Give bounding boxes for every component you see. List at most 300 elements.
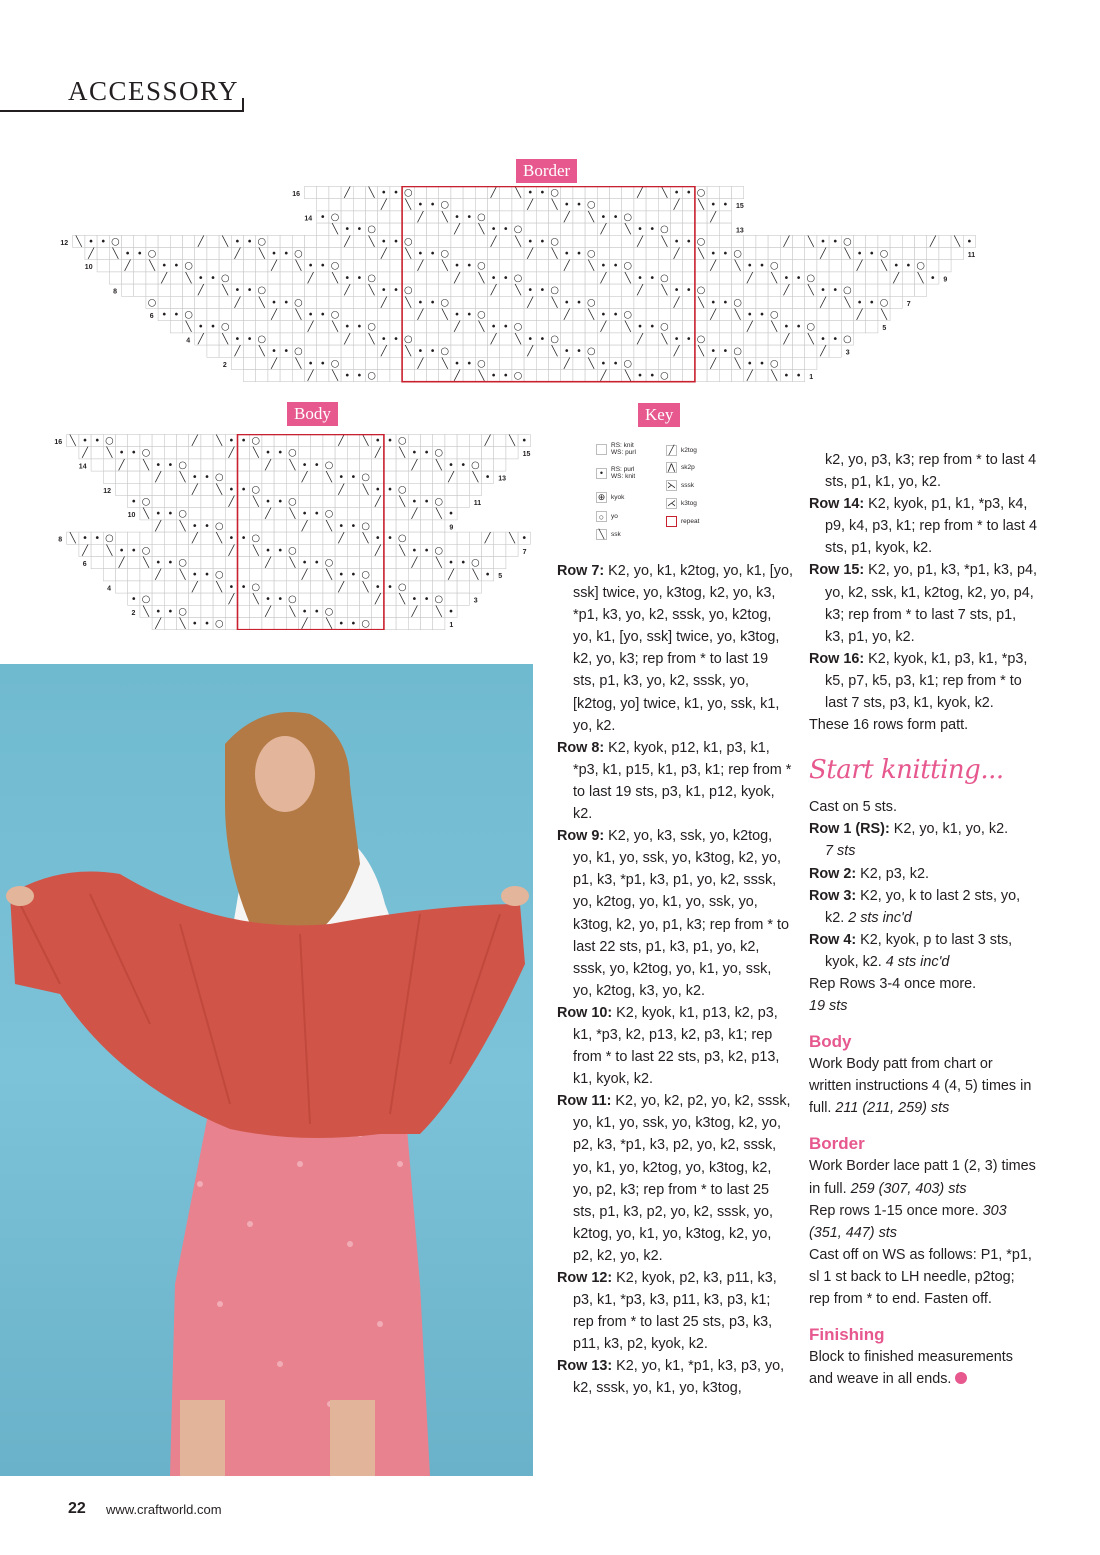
border-chart-cell [597, 333, 609, 345]
body-chart-stitch-symbol: ╲ [362, 435, 369, 447]
border-chart-cell [780, 248, 792, 260]
body-chart-cell [384, 557, 396, 569]
body-chart-cell [164, 496, 176, 508]
border-chart-cell [561, 333, 573, 345]
yarn-ball-icon [955, 1372, 967, 1384]
border-chart-stitch-symbol: ╲ [661, 333, 668, 345]
body-chart-cell [445, 447, 457, 459]
border-chart-cell [695, 223, 707, 235]
border-chart-cell [829, 260, 841, 272]
body-chart-stitch-symbol: ╱ [411, 508, 418, 520]
chart-key [596, 440, 746, 540]
border-chart-cell [902, 284, 914, 296]
border-chart-stitch-symbol: • [380, 187, 387, 199]
body-chart-cell [457, 569, 469, 581]
border-chart-cell [488, 296, 500, 308]
border-chart-stitch-symbol: ○ [733, 346, 742, 358]
border-chart-cell [353, 199, 365, 211]
border-chart-stitch-symbol: ╲ [295, 358, 302, 370]
body-chart-stitch-symbol: • [82, 435, 88, 447]
border-chart-cell [549, 260, 561, 272]
border-chart-stitch-symbol: ╱ [820, 248, 826, 260]
border-chart-stitch-symbol: ╱ [271, 309, 277, 321]
border-chart-cell [183, 296, 195, 308]
border-chart-stitch-symbol: • [271, 297, 277, 309]
border-chart-cell [402, 370, 414, 382]
body-chart-cell [457, 496, 469, 508]
body-chart-stitch-symbol: • [155, 557, 162, 569]
border-chart-cell [475, 333, 487, 345]
body-chart-cell [250, 520, 262, 532]
border-chart-stitch-symbol: • [356, 370, 363, 382]
border-chart-stitch-symbol: ╱ [344, 236, 351, 248]
border-chart-cell [427, 272, 439, 284]
body-chart-cell [274, 569, 286, 581]
border-chart-stitch-symbol: ○ [733, 297, 742, 309]
body-chart-cell [238, 557, 250, 569]
border-chart-stitch-symbol: ╱ [856, 260, 863, 272]
border-chart-stitch-symbol: ╱ [600, 224, 607, 236]
border-chart-cell [634, 260, 646, 272]
border-chart-cell [463, 187, 475, 199]
border-chart-stitch-symbol: • [527, 236, 534, 248]
border-chart-cell [854, 272, 866, 284]
body-chart-cell [91, 544, 103, 556]
border-chart-stitch-symbol: • [344, 224, 351, 236]
border-chart-stitch-symbol: • [563, 248, 570, 260]
body-chart-stitch-symbol: ╲ [179, 472, 186, 484]
border-chart-cell [683, 199, 695, 211]
border-chart-cell [341, 309, 353, 321]
body-chart-stitch-symbol: • [301, 606, 308, 618]
border-chart-cell [244, 370, 256, 382]
body-chart-stitch-symbol: • [387, 581, 393, 593]
body-chart-cell [421, 483, 433, 495]
border-chart-cell [902, 272, 914, 284]
body-chart-stitch-symbol: ╲ [399, 594, 406, 606]
border-chart-stitch-symbol: ╱ [783, 236, 790, 248]
border-chart-cell [671, 223, 683, 235]
border-chart-stitch-symbol: • [783, 370, 790, 382]
border-chart-cell [305, 333, 317, 345]
rows-form-patt: These 16 rows form patt. [809, 717, 969, 734]
body-chart-cell [360, 496, 372, 508]
border-chart-stitch-symbol: • [246, 285, 253, 297]
border-chart-cell [366, 345, 378, 357]
border-chart-stitch-symbol: ╲ [551, 297, 558, 309]
border-chart-cell [585, 321, 597, 333]
border-chart-stitch-symbol: ╲ [588, 358, 595, 370]
body-chart-cell [445, 483, 457, 495]
border-chart-stitch-symbol: ╲ [478, 224, 485, 236]
body-chart-stitch-symbol: ╲ [472, 569, 479, 581]
border-chart-stitch-symbol: • [490, 224, 497, 236]
yo-circle-icon: ○ [596, 511, 607, 522]
body-chart-cell [201, 532, 213, 544]
body-chart-stitch-symbol: ╲ [106, 447, 113, 459]
body-chart-cell [201, 496, 213, 508]
body-chart-cell [91, 447, 103, 459]
border-chart-cell [231, 321, 243, 333]
border-chart-stitch-symbol: ╲ [441, 211, 448, 223]
body-chart-cell [421, 459, 433, 471]
border-chart-stitch-symbol: • [234, 285, 241, 297]
border-chart-cell [719, 357, 731, 369]
border-chart-cell [292, 272, 304, 284]
body-chart-cell [360, 605, 372, 617]
border-chart-cell [109, 272, 121, 284]
border-chart-cell [768, 248, 780, 260]
body-chart-stitch-symbol: ╱ [118, 557, 125, 569]
body-chart-cell [189, 459, 201, 471]
body-chart-stitch-symbol: • [277, 545, 284, 557]
border-chart-row-number: 10 [84, 264, 93, 272]
body-chart-cell [164, 581, 176, 593]
border-chart-cell [414, 235, 426, 247]
border-chart-stitch-symbol: ○ [184, 309, 193, 321]
border-chart-stitch-symbol: • [417, 297, 424, 309]
body-chart-row-number: 8 [58, 536, 63, 544]
border-chart-stitch-symbol: ╱ [454, 370, 460, 382]
border-chart-stitch-symbol: • [576, 248, 582, 260]
border-chart-cell [488, 260, 500, 272]
border-chart-cell [671, 370, 683, 382]
row-label: Row 7: [557, 563, 605, 579]
row-label: Row 10: [557, 1004, 613, 1021]
border-chart-stitch-symbol: ╲ [295, 260, 302, 272]
body-chart-cell [372, 471, 384, 483]
border-chart-stitch-symbol: ╲ [661, 285, 668, 297]
border-chart-cell [585, 235, 597, 247]
border-chart-stitch-symbol: ╱ [710, 358, 717, 370]
body-chart-cell [177, 544, 189, 556]
border-chart-cell [683, 370, 695, 382]
body-chart-cell [494, 557, 506, 569]
body-chart-cell [250, 618, 262, 630]
border-chart-stitch-symbol: • [100, 236, 107, 248]
key-kyok [596, 492, 624, 503]
border-chart-cell [183, 284, 195, 296]
key-k3tog [666, 498, 697, 509]
body-chart-stitch-symbol: • [204, 569, 210, 581]
body-chart-cell [335, 605, 347, 617]
border-chart-cell [817, 260, 829, 272]
border-chart-stitch-symbol: ╲ [332, 370, 338, 382]
body-chart-stitch-symbol: ╲ [326, 520, 332, 532]
border-chart-cell [622, 296, 634, 308]
body-chart-stitch-symbol: • [277, 496, 284, 508]
border-chart-cell [414, 187, 426, 199]
border-chart-cell [780, 296, 792, 308]
border-chart-cell [707, 272, 719, 284]
border-chart-stitch-symbol: ╲ [332, 321, 338, 333]
border-chart-stitch-symbol: • [685, 236, 692, 248]
row-16 [809, 648, 1039, 714]
body-chart-cell [128, 532, 140, 544]
border-chart-cell [585, 187, 597, 199]
body-chart-cell [140, 532, 152, 544]
border-chart-cell [500, 248, 512, 260]
border-chart-cell [744, 296, 756, 308]
border-chart-cell [268, 370, 280, 382]
body-chart-cell [152, 593, 164, 605]
border-chart-cell [439, 284, 451, 296]
body-chart-cell [116, 581, 128, 593]
body-chart-cell [152, 435, 164, 447]
border-chart-cell [353, 333, 365, 345]
border-chart-cell [780, 309, 792, 321]
body-chart-cell [372, 520, 384, 532]
border-chart-cell [890, 235, 902, 247]
border-chart-row-number: 4 [186, 337, 191, 345]
body-chart-stitch-symbol: • [387, 484, 393, 496]
border-chart-stitch-symbol: ╲ [75, 236, 82, 248]
border-chart-cell [414, 223, 426, 235]
body-chart-cell [213, 508, 225, 520]
body-chart-row-number: 13 [498, 475, 506, 483]
border-chart-stitch-symbol: • [685, 333, 692, 345]
body-chart-cell [445, 532, 457, 544]
border-chart-cell [292, 333, 304, 345]
body-chart-stitch-symbol: • [313, 459, 320, 471]
body-chart-cell [164, 593, 176, 605]
body-chart-stitch-symbol: • [240, 533, 247, 545]
border-chart-stitch-symbol: • [429, 199, 436, 211]
rep-rows-15 [809, 1200, 1039, 1244]
border-chart-cell [244, 248, 256, 260]
border-chart-stitch-symbol: ○ [440, 346, 450, 358]
body-chart-stitch-symbol: • [228, 533, 235, 545]
body-chart-stitch-symbol: ╱ [228, 594, 235, 606]
border-chart-cell [207, 260, 219, 272]
body-chart-cell [311, 581, 323, 593]
border-chart-stitch-symbol: • [173, 309, 180, 321]
body-chart-cell [457, 435, 469, 447]
body-chart-cell [384, 569, 396, 581]
border-chart-stitch-symbol: • [271, 248, 277, 260]
body-chart-cell [177, 447, 189, 459]
border-chart-cell [170, 321, 182, 333]
body-chart-stitch-symbol: ╱ [448, 472, 454, 484]
border-chart-stitch-symbol: • [283, 346, 290, 358]
border-chart-stitch-symbol: ╲ [807, 236, 814, 248]
body-chart-stitch-symbol: • [460, 459, 467, 471]
body-chart-stitch-symbol: ╲ [289, 557, 296, 569]
body-text-sts: 211 (211, 259) sts [835, 1100, 950, 1117]
border-chart-row-number: 7 [906, 300, 911, 308]
border-chart-cell [427, 309, 439, 321]
body-chart-cell [445, 581, 457, 593]
border-chart-stitch-symbol: • [466, 309, 473, 321]
border-chart-cell [719, 187, 731, 199]
body-chart-stitch-symbol: ○ [361, 472, 370, 484]
border-chart-stitch-symbol: • [527, 285, 534, 297]
border-chart-stitch-symbol: ○ [403, 236, 413, 248]
border-chart-cell [219, 260, 231, 272]
body-chart-stitch-symbol: • [240, 435, 247, 447]
border-chart-cell [390, 260, 402, 272]
body-chart-cell [225, 459, 237, 471]
body-chart-stitch-symbol: • [277, 594, 284, 606]
border-chart-stitch-symbol: • [466, 211, 473, 223]
border-chart-cell [744, 333, 756, 345]
body-chart-stitch-symbol: • [350, 472, 357, 484]
border-chart-cell [463, 199, 475, 211]
border-chart-stitch-symbol: ○ [477, 358, 486, 370]
border-chart-label: Border [516, 159, 577, 183]
body-chart-cell [116, 569, 128, 581]
border-chart-cell [439, 321, 451, 333]
border-chart-cell [292, 370, 304, 382]
border-chart-cell [793, 284, 805, 296]
body-chart-stitch-symbol: • [484, 472, 491, 484]
border-chart-cell [573, 223, 585, 235]
border-chart-stitch-symbol: ╲ [112, 248, 119, 260]
border-chart-cell [378, 309, 390, 321]
border-chart-cell [561, 223, 573, 235]
body-chart-row-number: 4 [107, 585, 111, 593]
border-chart-stitch-symbol: • [173, 260, 180, 272]
body-chart-stitch-symbol: • [411, 496, 418, 508]
body-chart-stitch-symbol: ○ [178, 557, 187, 569]
body-chart-stitch-symbol: ╱ [191, 581, 198, 593]
body-chart-cell [384, 520, 396, 532]
border-chart-cell [451, 345, 463, 357]
body-chart-cell [274, 459, 286, 471]
border-chart-cell [317, 321, 329, 333]
body-chart-stitch-symbol: ○ [251, 484, 261, 496]
border-chart-stitch-symbol: ○ [330, 260, 340, 272]
body-chart-cell [286, 618, 298, 630]
border-chart-cell [634, 199, 646, 211]
body-chart-stitch-symbol: • [313, 606, 320, 618]
border-chart-stitch-symbol: ╱ [454, 272, 460, 284]
border-chart-cell [390, 211, 402, 223]
border-chart-cell [732, 272, 744, 284]
border-chart-cell [536, 345, 548, 357]
body-chart-stitch-symbol: ╱ [338, 581, 345, 593]
border-chart-row-number: 13 [736, 227, 744, 235]
border-chart-stitch-symbol: • [344, 272, 351, 284]
border-chart-cell [451, 284, 463, 296]
body-chart-stitch-symbol: • [204, 520, 210, 532]
row-14 [809, 493, 1039, 559]
body-chart-cell [274, 618, 286, 630]
border-chart-cell [451, 248, 463, 260]
body-chart-cell [189, 496, 201, 508]
border-chart-cell [768, 333, 780, 345]
border-chart-cell [268, 321, 280, 333]
border-chart-cell [463, 272, 475, 284]
border-chart-cell [793, 248, 805, 260]
body-chart-cell [384, 496, 396, 508]
border-chart-stitch-symbol: • [673, 333, 680, 345]
border-chart-cell [695, 321, 707, 333]
border-chart-stitch-symbol: ╱ [600, 370, 607, 382]
border-chart-cell [610, 235, 622, 247]
border-chart-cell [573, 187, 585, 199]
body-chart-stitch-symbol: ○ [471, 557, 480, 569]
body-chart-cell [335, 447, 347, 459]
border-chart-cell [866, 309, 878, 321]
start-row-4-inc: 4 sts inc'd [885, 953, 950, 970]
body-chart-stitch-symbol: ○ [397, 435, 407, 447]
border-chart-cell [573, 211, 585, 223]
border-chart-cell [646, 187, 658, 199]
border-chart-cell [561, 370, 573, 382]
border-chart-stitch-symbol: • [563, 346, 570, 358]
border-chart-stitch-symbol: ╲ [405, 346, 412, 358]
model-illustration [0, 664, 533, 1476]
border-chart-stitch-symbol: • [454, 260, 460, 272]
border-chart-stitch-symbol: • [832, 333, 839, 345]
border-chart-stitch-symbol: ○ [477, 211, 486, 223]
body-chart-cell [128, 471, 140, 483]
border-chart-cell [634, 211, 646, 223]
body-chart-cell [286, 569, 298, 581]
border-chart-cell [280, 309, 292, 321]
border-chart-stitch-symbol: ○ [367, 224, 376, 236]
border-chart-cell [244, 272, 256, 284]
border-chart-cell [268, 284, 280, 296]
border-chart-cell [280, 235, 292, 247]
body-chart-stitch-symbol: • [448, 508, 454, 520]
body-chart-stitch-symbol: ╱ [484, 533, 491, 545]
body-chart-cell [274, 471, 286, 483]
border-chart-cell [488, 248, 500, 260]
border-chart-cell [463, 284, 475, 296]
body-chart-stitch-symbol: ○ [105, 533, 114, 545]
border-chart-stitch-symbol: ╱ [746, 370, 753, 382]
body-chart-cell [360, 447, 372, 459]
body-chart-row-number: 10 [127, 512, 136, 520]
body-chart-cell [189, 593, 201, 605]
border-chart-cell [353, 357, 365, 369]
body-chart-cell [238, 459, 250, 471]
border-chart-stitch-symbol: • [356, 272, 363, 284]
body-chart-cell [360, 459, 372, 471]
start-row-3-inc: 2 sts inc'd [848, 909, 912, 926]
border-chart-cell [695, 272, 707, 284]
border-chart-stitch-symbol: • [563, 297, 570, 309]
border-chart-cell [793, 235, 805, 247]
body-chart-cell [262, 532, 274, 544]
row-13 [557, 1355, 793, 1399]
body-chart-cell [323, 435, 335, 447]
border-chart-stitch-symbol: ╱ [783, 285, 790, 297]
body-chart-stitch-symbol: ╲ [289, 459, 296, 471]
body-chart-cell [201, 605, 213, 617]
body-chart-cell [152, 581, 164, 593]
body-chart-stitch-symbol: ○ [105, 435, 114, 447]
border-chart-stitch-symbol: ╱ [527, 346, 534, 358]
border-chart-cell [292, 321, 304, 333]
border-chart-cell [573, 235, 585, 247]
body-chart-stitch-symbol: • [338, 618, 345, 630]
border-chart-stitch-symbol: • [234, 236, 241, 248]
border-chart-cell [658, 296, 670, 308]
body-chart-cell [213, 459, 225, 471]
border-chart-stitch-symbol: ○ [440, 199, 450, 211]
border-chart-stitch-symbol: ╱ [490, 333, 497, 345]
body-chart-stitch-symbol: ○ [141, 447, 151, 459]
border-chart-cell [683, 272, 695, 284]
body-chart-cell [201, 483, 213, 495]
body-chart-row-number: 2 [131, 609, 136, 617]
body-chart-stitch-symbol: ╲ [252, 594, 259, 606]
row-15-text: K2, yo, p1, k3, *p1, k3, p4, yo, k2, ssk, k1, k2tog, k2, yo, p4, k3; rep from * to last 7 sts, p1, k3, p1, yo, k2. [825, 562, 1037, 645]
border-chart-stitch-symbol: ○ [769, 309, 779, 321]
